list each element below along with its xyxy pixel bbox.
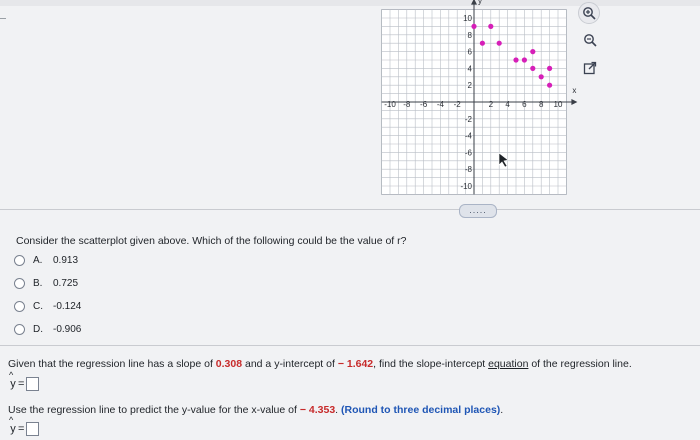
text-segment: of the regression line. — [528, 358, 632, 370]
data-point — [497, 41, 502, 46]
text-segment: Use the regression line to predict the y-value for the x-value of — [8, 404, 300, 416]
equation-link[interactable]: equation — [488, 358, 529, 370]
radio-button[interactable] — [14, 324, 25, 335]
y-tick-label: 8 — [467, 30, 472, 40]
text-segment: , find the slope-intercept — [373, 358, 489, 370]
equals-sign: = — [18, 378, 25, 390]
x-tick-label: -4 — [436, 100, 444, 109]
data-point — [530, 49, 535, 54]
rounding-note: (Round to three decimal places) — [341, 404, 501, 416]
data-point — [530, 66, 535, 71]
more-button[interactable]: ..... — [459, 204, 497, 218]
y-hat-symbol — [8, 415, 18, 435]
option-letter: D. — [33, 324, 43, 335]
x-tick-label: -8 — [403, 100, 411, 109]
equation-answer-row — [8, 370, 39, 391]
y-tick-label: 2 — [467, 81, 472, 91]
y-tick-label: -2 — [464, 114, 472, 124]
y-tick-label: 6 — [467, 47, 472, 57]
y-tick-label: -10 — [460, 182, 472, 191]
x-tick-label: 2 — [488, 100, 494, 109]
y-hat-symbol — [8, 370, 18, 390]
question-text: Consider the scatterplot given above. Which of the following could be the value of r? — [16, 235, 407, 247]
x-tick-label: 6 — [522, 100, 527, 109]
hat-mark: ^ — [9, 370, 14, 380]
zoom-in-button[interactable] — [578, 2, 600, 24]
data-point — [480, 41, 485, 46]
option-letter: B. — [33, 278, 43, 289]
equation-answer-input[interactable] — [26, 377, 39, 391]
zoom-out-icon — [583, 33, 597, 47]
option-value: 0.725 — [53, 278, 79, 289]
data-point — [539, 74, 544, 79]
hat-mark: ^ — [9, 415, 14, 425]
option-letter: C. — [33, 301, 43, 312]
x-tick-label: 4 — [505, 100, 510, 109]
regression-question — [8, 358, 632, 370]
option-value: 0.913 — [53, 255, 79, 266]
y-axis-label: y — [478, 0, 482, 6]
text-segment: Given that the regression line has a slope of — [8, 358, 216, 370]
data-point — [547, 83, 552, 88]
option-letter: A. — [33, 255, 43, 266]
data-point — [522, 57, 527, 62]
x-tick-label: -6 — [420, 100, 428, 109]
x-tick-label: 10 — [553, 100, 563, 109]
option-d[interactable] — [14, 324, 81, 335]
radio-button[interactable] — [14, 278, 25, 289]
y-tick-label: 4 — [467, 64, 472, 74]
data-point — [471, 24, 476, 29]
intercept-value: − 1.642 — [337, 358, 374, 370]
variable: y — [10, 378, 16, 390]
option-value: -0.906 — [53, 324, 82, 335]
y-tick-label: -6 — [464, 148, 472, 158]
option-b[interactable] — [14, 278, 78, 289]
section-divider — [0, 345, 700, 346]
x-tick-label: -2 — [453, 100, 461, 109]
data-point — [488, 24, 493, 29]
x-tick-label: -10 — [384, 100, 396, 109]
y-tick-label: -4 — [464, 131, 472, 141]
data-point — [513, 57, 518, 62]
prediction-question — [8, 404, 503, 416]
prediction-answer-input[interactable] — [26, 422, 39, 436]
text-segment: . — [500, 404, 504, 416]
x-value: − 4.353 — [299, 404, 336, 416]
variable: y — [10, 423, 16, 435]
option-c[interactable] — [14, 301, 81, 312]
external-window-icon — [583, 61, 597, 75]
y-tick-label: 10 — [463, 14, 472, 23]
prediction-answer-row — [8, 415, 39, 436]
option-a[interactable] — [14, 255, 78, 266]
x-axis-arrow — [571, 99, 577, 105]
y-tick-label: -8 — [464, 165, 472, 175]
option-value: -0.124 — [53, 301, 82, 312]
zoom-out-button[interactable] — [580, 30, 600, 50]
text-segment: and a y-intercept of — [242, 358, 338, 370]
data-point — [547, 66, 552, 71]
y-axis-arrow — [471, 0, 477, 5]
popout-button[interactable] — [580, 58, 600, 78]
x-axis-label: x — [572, 86, 577, 95]
radio-button[interactable] — [14, 301, 25, 312]
equals-sign: = — [18, 423, 25, 435]
slope-value: 0.308 — [215, 358, 243, 370]
zoom-in-icon — [582, 6, 596, 20]
radio-button[interactable] — [14, 255, 25, 266]
x-tick-label: 8 — [538, 100, 544, 109]
text-segment: . — [335, 404, 341, 416]
section-divider — [0, 209, 700, 210]
